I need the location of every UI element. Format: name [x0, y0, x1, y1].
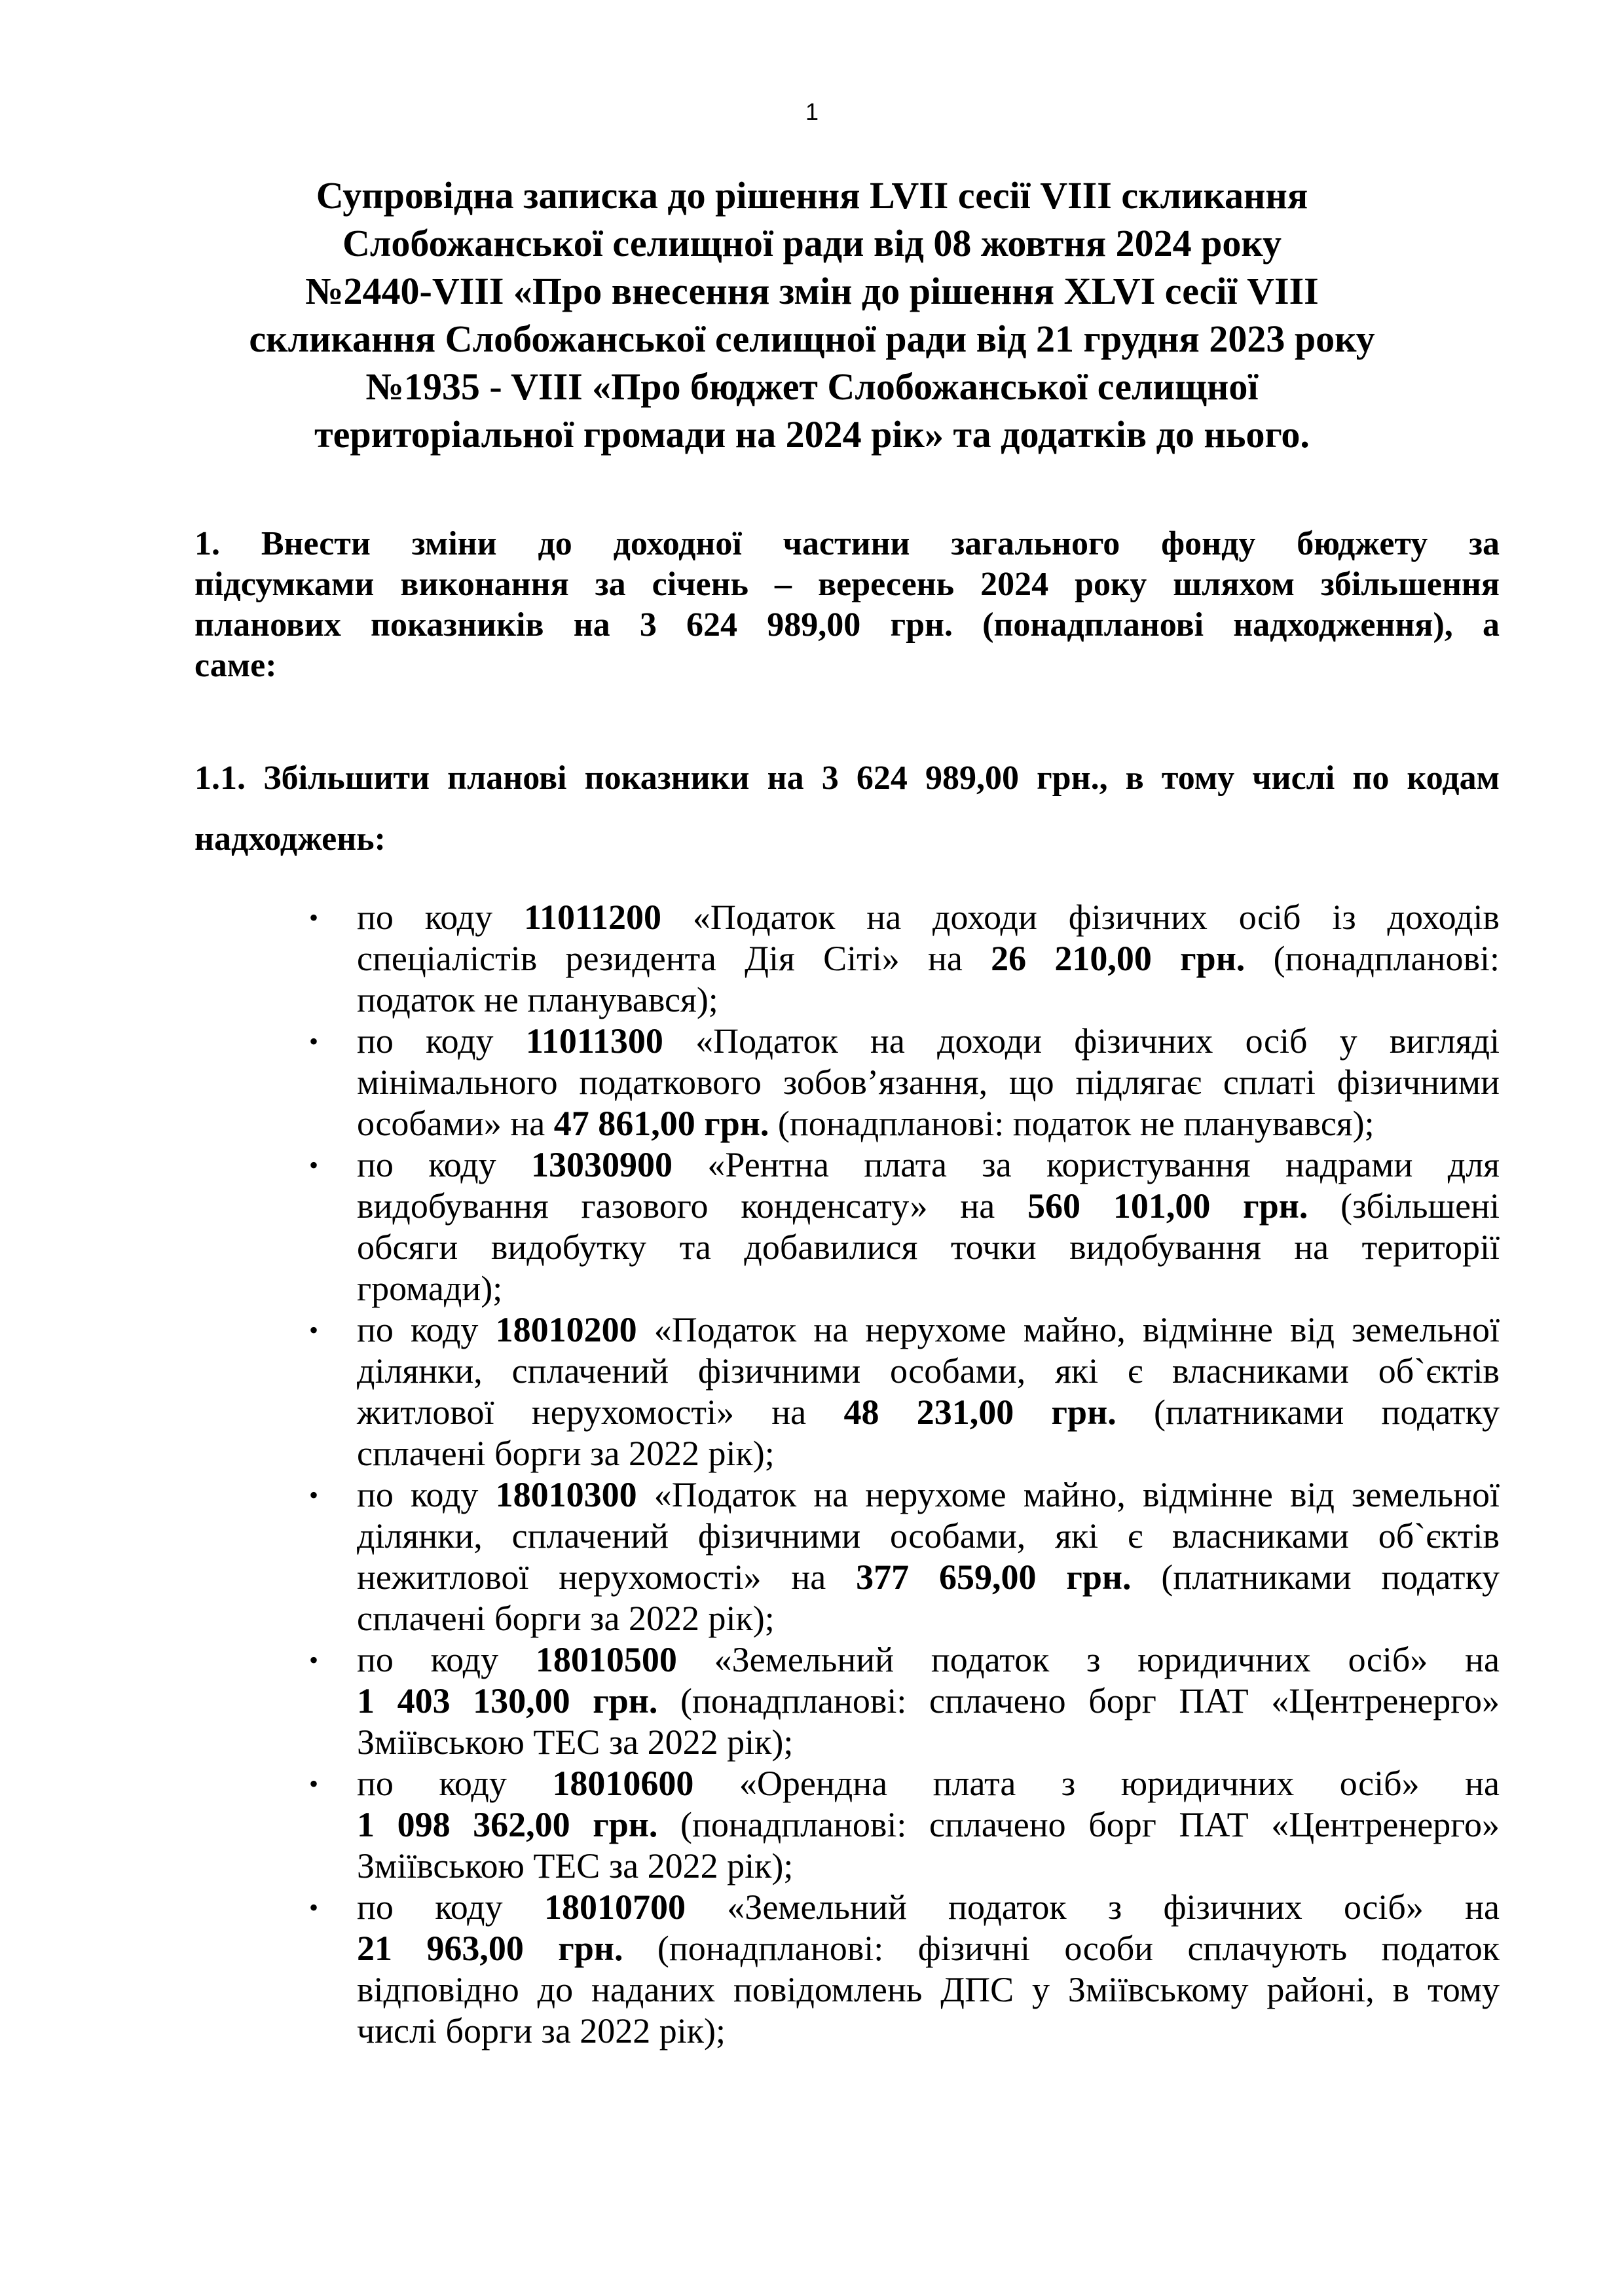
emphasized-text: 11011200 [523, 898, 662, 937]
bullet-icon: • [308, 1315, 318, 1345]
income-code-item-line [357, 979, 1500, 1021]
section-1-paragraph [194, 524, 1500, 686]
item-text: особами» на [357, 1104, 554, 1143]
item-text: (понадпланові: податок не планувався); [769, 1104, 1375, 1143]
item-text: «Рентна плата за користування надрами для [673, 1145, 1500, 1184]
income-code-item-line [357, 1186, 1500, 1227]
item-text: (платниками податку [1131, 1558, 1500, 1597]
income-code-item-line [357, 1846, 1500, 1887]
item-text: видобування газового конденсату» на [357, 1186, 1028, 1226]
item-text: по коду [357, 1887, 544, 1927]
item-text: «Земельний податок з юридичних осіб» на [676, 1640, 1500, 1679]
item-text: по коду [357, 1475, 496, 1514]
income-code-item-line [357, 1021, 1500, 1062]
income-code-item-line [357, 1474, 1500, 1516]
section-1-line: підсумками виконання за січень – вересень 2024 року шляхом збільшення [194, 566, 1500, 603]
item-text: «Податок на доходи фізичних осіб із доходів [661, 898, 1500, 937]
item-text: сплачені борги за 2022 рік); [357, 1599, 775, 1638]
item-text: житлової нерухомості» на [357, 1393, 844, 1432]
income-code-item-line [357, 1639, 1500, 1681]
income-code-item [301, 1887, 1500, 2052]
item-text: по коду [357, 1145, 532, 1184]
income-code-item [301, 1763, 1500, 1887]
income-code-item-line [357, 1887, 1500, 1928]
income-code-item-line [357, 1969, 1500, 2011]
item-text: (понадпланові: сплачено борг ПАТ «Центренерго» [657, 1681, 1500, 1721]
item-text: «Орендна плата з юридичних осіб» на [693, 1764, 1500, 1803]
emphasized-text: 21 963,00 грн. [357, 1929, 623, 1968]
income-code-item-line [357, 1763, 1500, 1804]
emphasized-text: 18010300 [495, 1475, 637, 1514]
emphasized-text: 26 210,00 грн. [991, 939, 1246, 978]
income-code-item [301, 1021, 1500, 1144]
title-line: Супровідна записка до рішення LVII сесії VIII скликання [316, 174, 1308, 217]
section-1-line: саме: [194, 647, 277, 684]
item-text: ділянки, сплачений фізичними особами, які є власниками об`єктів [357, 1351, 1500, 1391]
emphasized-text: 47 861,00 грн. [553, 1104, 769, 1143]
bullet-icon: • [308, 1027, 318, 1056]
title-line: скликання Слобожанської селищної ради від 21 грудня 2023 року [249, 318, 1375, 360]
income-code-item-line [357, 1351, 1500, 1392]
title-line: територіальної громади на 2024 рік» та додатків до нього. [314, 413, 1310, 456]
item-text: (понадпланові: сплачено борг ПАТ «Центренерго» [657, 1805, 1500, 1844]
section-1-line: 1. Внести зміни до доходної частини загального фонду бюджету за [194, 525, 1500, 562]
income-code-item-line [357, 1392, 1500, 1433]
emphasized-text: 11011300 [525, 1021, 663, 1061]
item-text: (понадпланові: фізичні особи сплачують податок [623, 1929, 1500, 1968]
emphasized-text: 18010700 [544, 1887, 686, 1927]
emphasized-text: 18010200 [495, 1310, 637, 1349]
income-code-item-line [357, 1516, 1500, 1557]
document-title [183, 172, 1441, 458]
item-text: громади); [357, 1269, 503, 1308]
title-line: Слобожанської селищної ради від 08 жовтня 2024 року [342, 222, 1282, 264]
income-code-item-line [357, 1103, 1500, 1144]
item-text: мінімального податкового зобов’язання, що підлягає сплаті фізичними [357, 1063, 1500, 1102]
emphasized-text: 377 659,00 грн. [856, 1558, 1132, 1597]
income-codes-list [301, 897, 1500, 2052]
emphasized-text: 18010500 [535, 1640, 677, 1679]
income-code-item-line [357, 938, 1500, 979]
income-code-item-line [357, 1804, 1500, 1846]
income-code-item-line [357, 1144, 1500, 1186]
item-text: «Податок на нерухоме майно, відмінне від земельної [637, 1475, 1500, 1514]
item-text: (понадпланові: [1245, 939, 1500, 978]
item-text: податок не планувався); [357, 980, 718, 1019]
income-code-item-line [357, 1722, 1500, 1763]
item-text: сплачені борги за 2022 рік); [357, 1434, 775, 1473]
bullet-icon: • [308, 1480, 318, 1510]
income-code-item [301, 1144, 1500, 1309]
income-code-item [301, 1309, 1500, 1474]
bullet-icon: • [308, 1150, 318, 1180]
income-code-item-line [357, 1433, 1500, 1474]
income-code-item-line [357, 897, 1500, 938]
bullet-icon: • [308, 1769, 318, 1798]
item-text: по коду [357, 1021, 526, 1061]
income-code-item-line [357, 1681, 1500, 1722]
item-text: по коду [357, 1764, 553, 1803]
income-code-item [301, 1639, 1500, 1763]
item-text: Зміївською ТЕС за 2022 рік); [357, 1722, 794, 1762]
income-code-item-line [357, 1268, 1500, 1309]
title-line: №1935 - VIII «Про бюджет Слобожанської селищної [365, 365, 1259, 408]
title-line: №2440-VIII «Про внесення змін до рішення XLVI сесії VIII [305, 270, 1319, 312]
item-text: числі борги за 2022 рік); [357, 2011, 726, 2050]
item-text: по коду [357, 1310, 496, 1349]
item-text: «Земельний податок з фізичних осіб» на [685, 1887, 1500, 1927]
subsection-1-1-paragraph [194, 748, 1500, 869]
subsection-1-1-line: надходжень: [194, 820, 386, 858]
emphasized-text: 560 101,00 грн. [1027, 1186, 1308, 1226]
item-text: спеціалістів резидента Дія Сіті» на [357, 939, 991, 978]
item-text: обсяги видобутку та добавилися точки видобування на території [357, 1228, 1500, 1267]
emphasized-text: 13030900 [531, 1145, 673, 1184]
income-code-item-line [357, 2011, 1500, 2052]
emphasized-text: 18010600 [552, 1764, 694, 1803]
item-text: «Податок на доходи фізичних осіб у вигляді [663, 1021, 1500, 1061]
income-code-item-line [357, 1062, 1500, 1103]
page-number: 1 [805, 98, 819, 125]
item-text: нежитлової нерухомості» на [357, 1558, 857, 1597]
bullet-icon: • [308, 903, 318, 932]
income-code-item-line [357, 1309, 1500, 1351]
item-text: відповідно до наданих повідомлень ДПС у Зміївському районі, в тому [357, 1970, 1500, 2009]
item-text: (збільшені [1308, 1186, 1500, 1226]
subsection-1-1-line: 1.1. Збільшити планові показники на 3 624 989,00 грн., в тому числі по кодам [194, 759, 1500, 797]
bullet-icon: • [308, 1645, 318, 1675]
item-text: по коду [357, 898, 524, 937]
income-code-item-line [357, 1557, 1500, 1598]
item-text: по коду [357, 1640, 536, 1679]
item-text: Зміївською ТЕС за 2022 рік); [357, 1846, 794, 1886]
income-code-item-line [357, 1928, 1500, 1969]
emphasized-text: 1 098 362,00 грн. [357, 1805, 658, 1844]
item-text: «Податок на нерухоме майно, відмінне від земельної [637, 1310, 1500, 1349]
section-1-line: планових показників на 3 624 989,00 грн. (понадпланові надходження), а [194, 606, 1500, 644]
item-text: ділянки, сплачений фізичними особами, які є власниками об`єктів [357, 1516, 1500, 1556]
income-code-item [301, 1474, 1500, 1639]
emphasized-text: 1 403 130,00 грн. [357, 1681, 658, 1721]
income-code-item-line [357, 1227, 1500, 1268]
income-code-item [301, 897, 1500, 1021]
emphasized-text: 48 231,00 грн. [843, 1393, 1116, 1432]
item-text: (платниками податку [1116, 1393, 1500, 1432]
bullet-icon: • [308, 1893, 318, 1922]
income-code-item-line [357, 1598, 1500, 1639]
